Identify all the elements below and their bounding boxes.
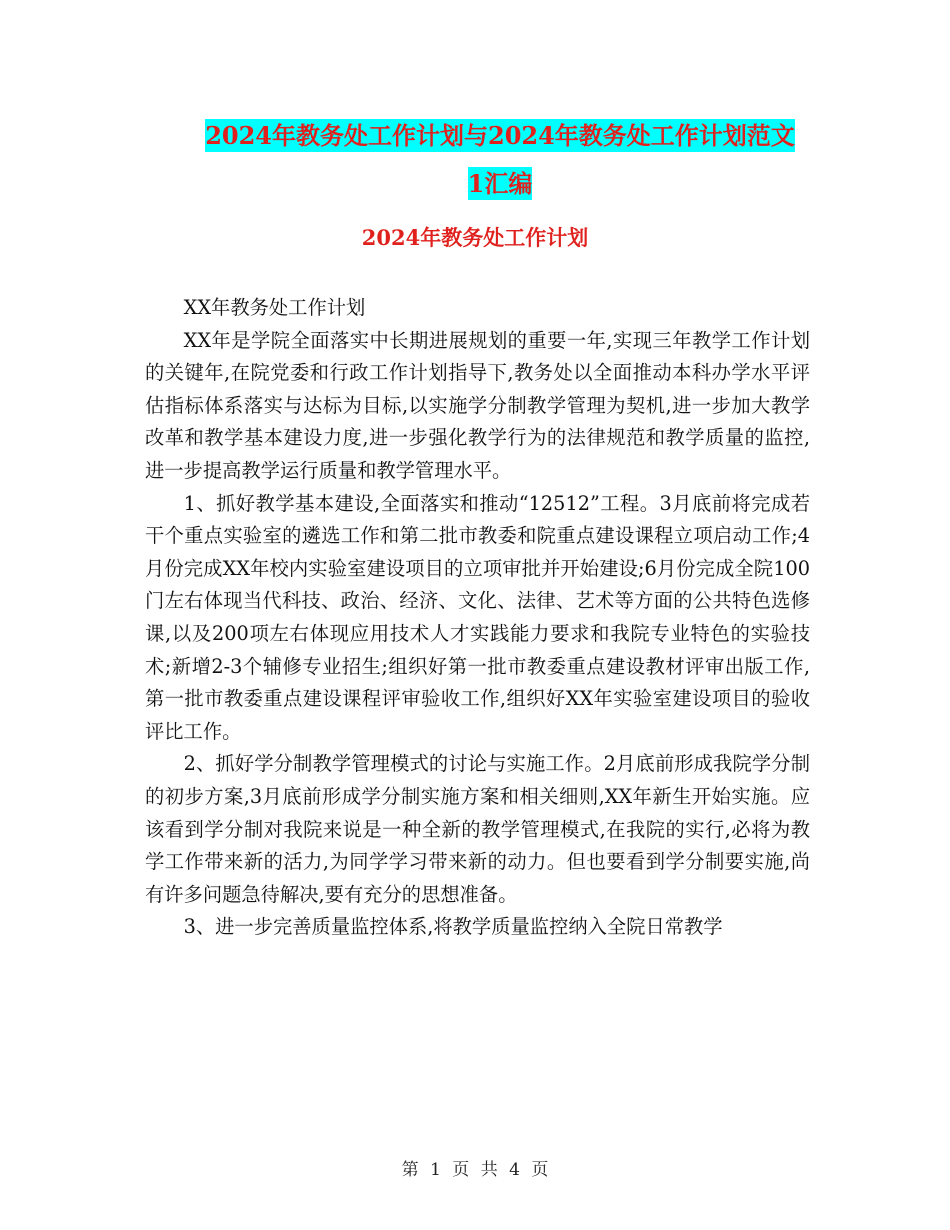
document-title-line-1: 2024年教务处工作计划与2024年教务处工作计划范文 bbox=[205, 121, 795, 150]
section-title: 2024年教务处工作计划 bbox=[361, 225, 589, 250]
page-footer: 第 1 页 共 4 页 bbox=[401, 1160, 549, 1180]
document-body bbox=[145, 292, 810, 944]
paragraph-intro: XX年是学院全面落实中长期进展规划的重要一年,实现三年教学工作计划的关键年,在院党委和行政工作计划指导下,教务处以全面推动本科办学水平评估指标体系落实与达标为目标,以实施学分制教学管理为契机,进一步加大教学改革和教学基本建设力度,进一步强化教学行为的法律规范和教学质量的监控,进一步提高教学运行质量和教学管理水平。 bbox=[145, 328, 810, 482]
paragraph-subtitle: XX年教务处工作计划 bbox=[183, 296, 366, 319]
document-title bbox=[140, 112, 860, 208]
document-title-line-2: 1汇编 bbox=[467, 169, 533, 198]
paragraph-item-1: 1、抓好教学基本建设,全面落实和推动“12512”工程。3月底前将完成若干个重点实验室的遴选工作和第二批市教委和院重点建设课程立项启动工作;4月份完成XX年校内实验室建设项目的立项审批并开始建设;6月份完成全院100门左右体现当代科技、政治、经济、文化、法律、艺术等方面的公共特色选修课,以及200项左右体现应用技术人才实践能力要求和我院专业特色的实验技术;新增2-3个辅修专业招生;组织好第一批市教委重点建设教材评审出版工作,第一批市教委重点建设课程评审验收工作,组织好XX年实验室建设项目的验收评比工作。 bbox=[145, 491, 810, 743]
paragraph-item-3: 3、进一步完善质量监控体系,将教学质量监控纳入全院日常教学 bbox=[183, 915, 723, 939]
paragraph-item-2: 2、抓好学分制教学管理模式的讨论与实施工作。2月底前形成我院学分制的初步方案,3月底前形成学分制实施方案和相关细则,XX年新生开始实施。应该看到学分制对我院来说是一种全新的教学管理模式,在我院的实行,必将为教学工作带来新的活力,为同学学习带来新的动力。但也要看到学分制要实施,尚有许多问题急待解决,要有充分的思想准备。 bbox=[145, 752, 810, 906]
